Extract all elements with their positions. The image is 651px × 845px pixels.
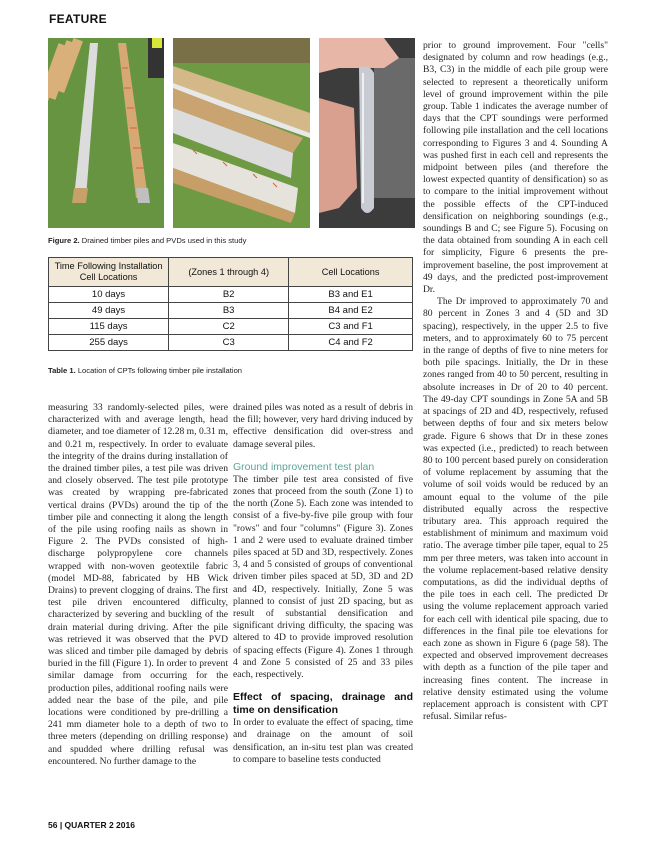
table-cell: 49 days: [49, 303, 169, 319]
photo-pvd-wrapped-piles: [173, 38, 310, 228]
table-cell: B3: [169, 303, 289, 319]
paragraph: The Dr improved to approximately 70 and 80 percent in Zones 3 and 4 (5D and 3D spacing), respectively, in the upper 2.5 to five meters, and to approximately 60 to 75 percent in the range of depths of five to nine meters for both pile spacings. Initially, the Dr in these zones ranged from 40 to 50 percent, resulting in absolute increases in Dr of 20 to 40 percent. The 49-day CPT soundings in Zone 5A and 5B at spacings of 2D and 4D, respectively, refused between depths of four and six meters below grade. Figure 6 shows that Dr in these zones was expected (i.e., predicted) to reach between 80 to 100 percent based purely on consideration of volume replacement by assuming that the volume of soil voids would be reduced by an amount equal to the volume of the pile distributed equally across the respective tributary area. This approach required the establishment of minimum and maximum void ratio. The average timber pile taper, equal to 25 mm per three meters, was taken into account in the volume replacement-based relative density computations, as did the individual depths of the pile toes in each cell. The predicted Dr using the volume replacement approach varied for each cell with identical pile spacing, due to differences in the final pile toe elevations for each zone as shown in Figure 6 (page 58). The expected and observed improvement decreases with depth as a function of the pile taper and increasing fines content. The increase in relative density estimated using the volume replacement approach is consistent with CPT refusal. Similar refus-: [423, 296, 608, 723]
paragraph: measuring 33 randomly-selected piles, were characterized with and average length, head diameter, and toe diameter of 12.28 m, 0.31 m, and 0.21 m, respectively. In order to evaluate the integrity of the drains during installation of the drained timber piles, a test pile was driven and closely observed. The test pile prototype was created by wrapping pre-fabricated vertical drains (PVDs) around the tip of the timber pile and connecting it along the length of the pile using roofing nails as shown in Figure 2. The PVDs consisted of high-discharge polypropylene core channels wrapped with non-woven geotextile fabric (model MD-88, fabricated by HB Wick Drains) to prevent clogging of drains. The first test pile driven encountered difficulty, characterized by severing and buckling of the drain material during driving. After the pile was retrieved it was observed that the PVD was sliced and timber pile damaged by debris buried in the fill (Figure 1). In order to prevent similar damage from occurring for the production piles, additional roofing nails were added near the base of the pile, and pile locations were conditioned by pre-drilling a 241 mm diameter hole to a depth of two to three meters (depending on drilling response) and spudded where drilling refusal was encountered. No further damage to the: [48, 402, 228, 767]
table-header-zones: (Zones 1 through 4): [169, 258, 289, 287]
table-cell: C2: [169, 319, 289, 335]
body-column-1: [48, 402, 228, 768]
table-row: [49, 319, 413, 335]
table-row: [49, 335, 413, 351]
table-caption-text: Location of CPTs following timber pile installation: [75, 366, 243, 375]
section-label: FEATURE: [49, 12, 107, 26]
figure-caption-text: Drained timber piles and PVDs used in this study: [79, 236, 247, 245]
table-header-cell-locations: Cell Locations: [289, 258, 413, 287]
figure-caption-label: Figure 2.: [48, 236, 80, 245]
body-column-2: [233, 402, 413, 766]
table-cell: 10 days: [49, 287, 169, 303]
wrapped-piles-photo-icon: [173, 38, 310, 228]
table-cell: 255 days: [49, 335, 169, 351]
table-caption-label: Table 1.: [48, 366, 76, 375]
pvd-in-hand-photo-icon: [319, 38, 415, 228]
paragraph: prior to ground improvement. Four "cells" designated by column and row headings (e.g., B3, C3) in the middle of each pile group were selected to represent a theoretically uniform level of ground improvement within the pile group. Table 1 indicates the average number of days that the CPT soundings were performed following pile installation and the cell locations corresponding to Figures 3 and 4. Sounding A was pushed first in each cell and represents the midpoint between piles (and therefore the lowest expected quantity of densification) so as to compare to the initial improvement without the possible effects of the CPT-induced densification on neighboring soundings (e.g., soundings B and C; see Figure 5). Focusing on the data obtained from sounding A in each cell for simplicity, Figure 6 presents the pre-improvement baseline, the post improvement at 49 days, and the predicted post-improvement Dr.: [423, 40, 608, 296]
photo-pvd-in-hand: [319, 38, 415, 228]
table-cell: C3 and F1: [289, 319, 413, 335]
section-heading-effect-of-spacing: Effect of spacing, drainage and time on densification: [233, 691, 413, 717]
table-cell: C3: [169, 335, 289, 351]
table-cell: C4 and F2: [289, 335, 413, 351]
table-row: [49, 287, 413, 303]
table-cell: 115 days: [49, 319, 169, 335]
body-column-3: [423, 40, 608, 723]
page-footer: 56 | QUARTER 2 2016: [48, 820, 135, 830]
table-cell: B4 and E2: [289, 303, 413, 319]
paragraph: drained piles was noted as a result of debris in the fill; however, very hard driving induced by effective densification did over-stress and damage several piles.: [233, 402, 413, 450]
paragraph: In order to evaluate the effect of spacing, time and drainage on the amount of soil densification, an in-situ test plan was created to compare to baseline tests conducted: [233, 717, 413, 765]
photo-drained-timber-piles: [48, 38, 164, 228]
cpt-location-table: [48, 257, 413, 351]
section-heading-test-plan: Ground improvement test plan: [233, 460, 375, 473]
table-cell: B2: [169, 287, 289, 303]
timber-piles-photo-icon: [48, 38, 164, 228]
table-row: [49, 303, 413, 319]
paragraph: The timber pile test area consisted of five zones that proceed from the south (Zone 1) to the north (Zone 5). Each zone was intended to consist of a five-by-five pile group with four "rows" and four "columns" (Figure 3). Zones 1 and 2 were used to evaluate drained timber piles spaced at 5D and 3D, respectively. Zones 3, 4 and 5 consisted of groups of conventional driven timber piles spaced at 5D, 3D and 2D and 4D, respectively. Initially, Zone 5 was planned to consist of just 2D spacing, but as result of substantial densification and significant driving difficulty, the spacing was altered to 4D to provide improved resolution of spacing effects (Figure 4). Zones 1 through 4 and Zone 5 consisted of 25 and 33 piles each, respectively.: [233, 473, 413, 681]
table-caption: [48, 366, 242, 375]
table-cell: B3 and E1: [289, 287, 413, 303]
table-header-row: [49, 258, 413, 287]
table-header-time: Time Following Installation Cell Locations: [49, 258, 169, 287]
figure-caption: [48, 236, 246, 245]
